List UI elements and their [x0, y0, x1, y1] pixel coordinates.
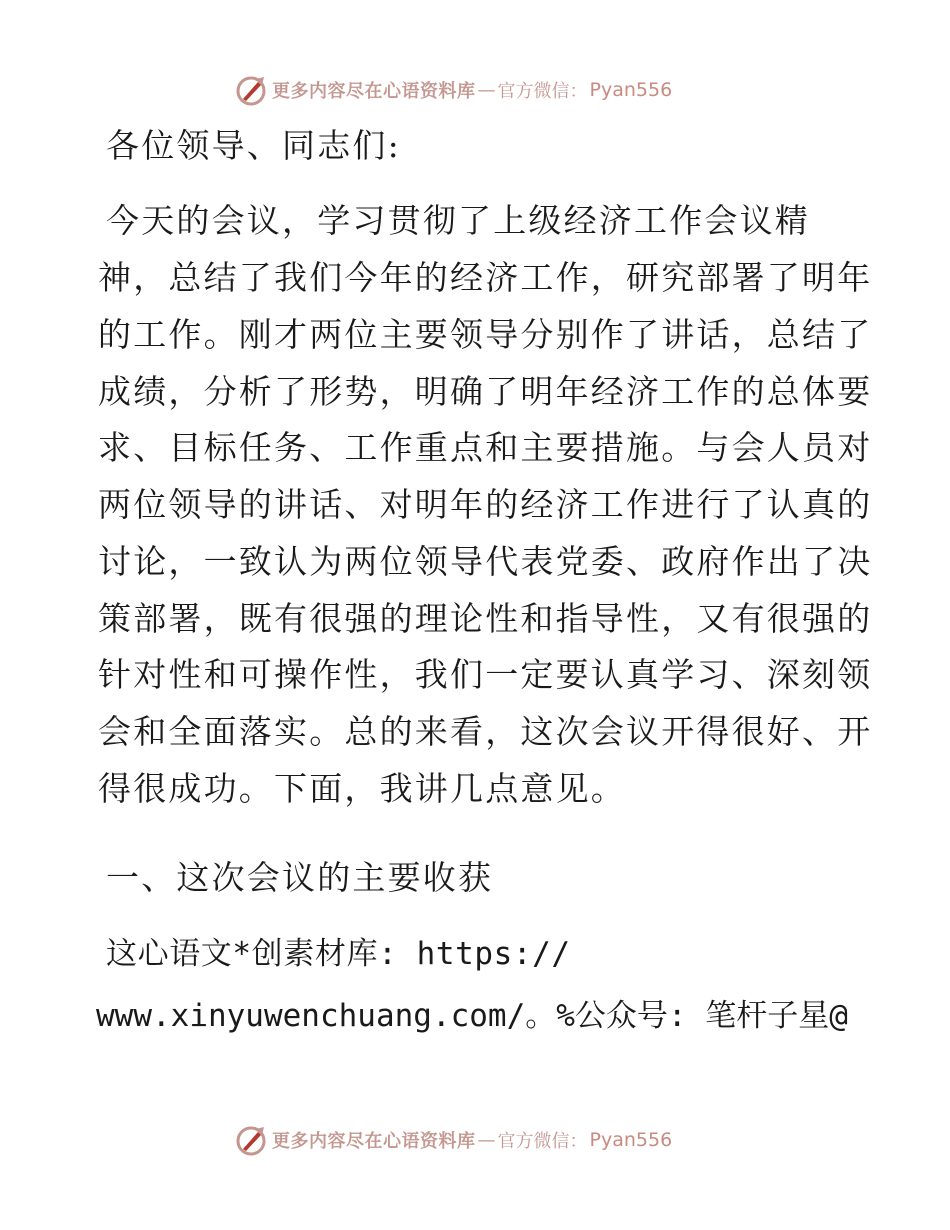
banner-separator: —: [477, 1129, 496, 1151]
paragraph-line: 求、目标任务、工作重点和主要措施。与会人员对: [98, 428, 873, 467]
paragraph-line: 讨论，一致认为两位领导代表党委、政府作出了决: [98, 542, 873, 581]
paragraph-line: 会和全面落实。总的来看，这次会议开得很好、开: [98, 712, 873, 751]
banner-text: 更多内容尽在心语资料库: [272, 81, 476, 102]
paragraph-line: 得很成功。下面，我讲几点意见。: [98, 769, 626, 808]
paragraph-line: 神，总结了我们今年的经济工作，研究部署了明年: [98, 258, 873, 297]
paragraph-line: 的工作。刚才两位主要领导分别作了讲话，总结了: [98, 315, 873, 354]
source-line: www.xinyuwenchuang.com/。%公众号: 笔杆子星@: [96, 998, 848, 1034]
footer-watermark: [234, 1123, 714, 1157]
banner-label: 官方微信：: [497, 81, 588, 102]
header-watermark: [234, 73, 714, 107]
paragraph-line: 成绩，分析了形势，明确了明年经济工作的总体要: [98, 372, 873, 411]
paragraph-line: 针对性和可操作性，我们一定要认真学习、深刻领: [98, 655, 873, 694]
banner-separator: —: [477, 79, 496, 101]
salutation: 各位领导、同志们:: [106, 126, 401, 165]
paragraph-line: 今天的会议，学习贯彻了上级经济工作会议精: [106, 201, 810, 240]
banner-wechat-id: Pyan556: [589, 1129, 673, 1151]
paragraph-line: 两位领导的讲话、对明年的经济工作进行了认真的: [98, 485, 873, 524]
banner-wechat-id: Pyan556: [589, 79, 673, 101]
paragraph-line: 策部署，既有很强的理论性和指导性，又有很强的: [98, 599, 873, 638]
quill-logo-icon: [234, 73, 268, 107]
banner-text: 更多内容尽在心语资料库: [272, 1131, 476, 1152]
source-line: 这心语文*创素材库: https://: [106, 936, 571, 972]
quill-logo-icon: [234, 1123, 268, 1157]
section-heading: 一、这次会议的主要收获: [106, 858, 494, 897]
banner-label: 官方微信：: [497, 1131, 588, 1152]
